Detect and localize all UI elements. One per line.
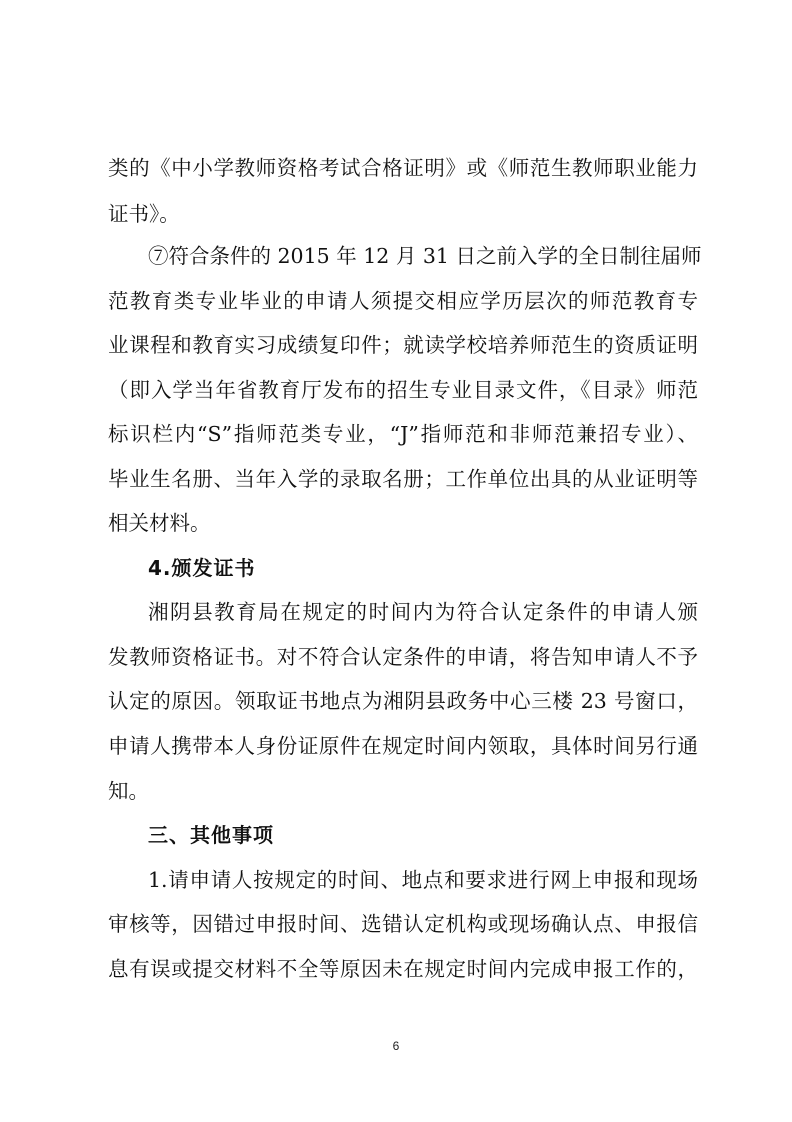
paragraph-line: 息有误或提交材料不全等原因未在规定时间内完成申报工作的，	[108, 957, 698, 981]
paragraph-line: 1.请申请人按规定的时间、地点和要求进行网上申报和现场	[148, 868, 698, 892]
paragraph-line: 发教师资格证书。对不符合认定条件的申请，将告知申请人不予	[108, 645, 698, 669]
paragraph-line: 审核等，因错过申报时间、选错认定机构或现场确认点、申报信	[108, 912, 698, 936]
paragraph-line: 标识栏内“S”指师范类专业，“J”指师范和非师范兼招专业）、	[108, 422, 698, 446]
paragraph-line: ⑦符合条件的 2015 年 12 月 31 日之前入学的全日制往届师	[148, 244, 702, 268]
section-heading: 三、其他事项	[148, 823, 274, 847]
paragraph-line: 湘阴县教育局在规定的时间内为符合认定条件的申请人颁	[148, 600, 698, 624]
paragraph-line: 相关材料。	[108, 511, 211, 535]
paragraph-line: 认定的原因。领取证书地点为湘阴县政务中心三楼 23 号窗口，	[108, 689, 698, 713]
paragraph-line: 知。	[108, 779, 149, 803]
paragraph-line: （即入学当年省教育厅发布的招生专业目录文件，《目录》师范	[108, 378, 698, 402]
page-number: 6	[392, 1039, 400, 1053]
paragraph-line: 证书》。	[108, 202, 180, 226]
paragraph-line: 范教育类专业毕业的申请人须提交相应学历层次的师范教育专	[108, 289, 698, 313]
paragraph-line: 申请人携带本人身份证原件在规定时间内领取，具体时间另行通	[108, 734, 698, 758]
paragraph-line: 毕业生名册、当年入学的录取名册；工作单位出具的从业证明等	[108, 467, 698, 491]
section-heading: 4.颁发证书	[148, 556, 256, 580]
paragraph-line: 类的《中小学教师资格考试合格证明》或《师范生教师职业能力	[108, 156, 698, 180]
paragraph-line: 业课程和教育实习成绩复印件；就读学校培养师范生的资质证明	[108, 333, 698, 357]
